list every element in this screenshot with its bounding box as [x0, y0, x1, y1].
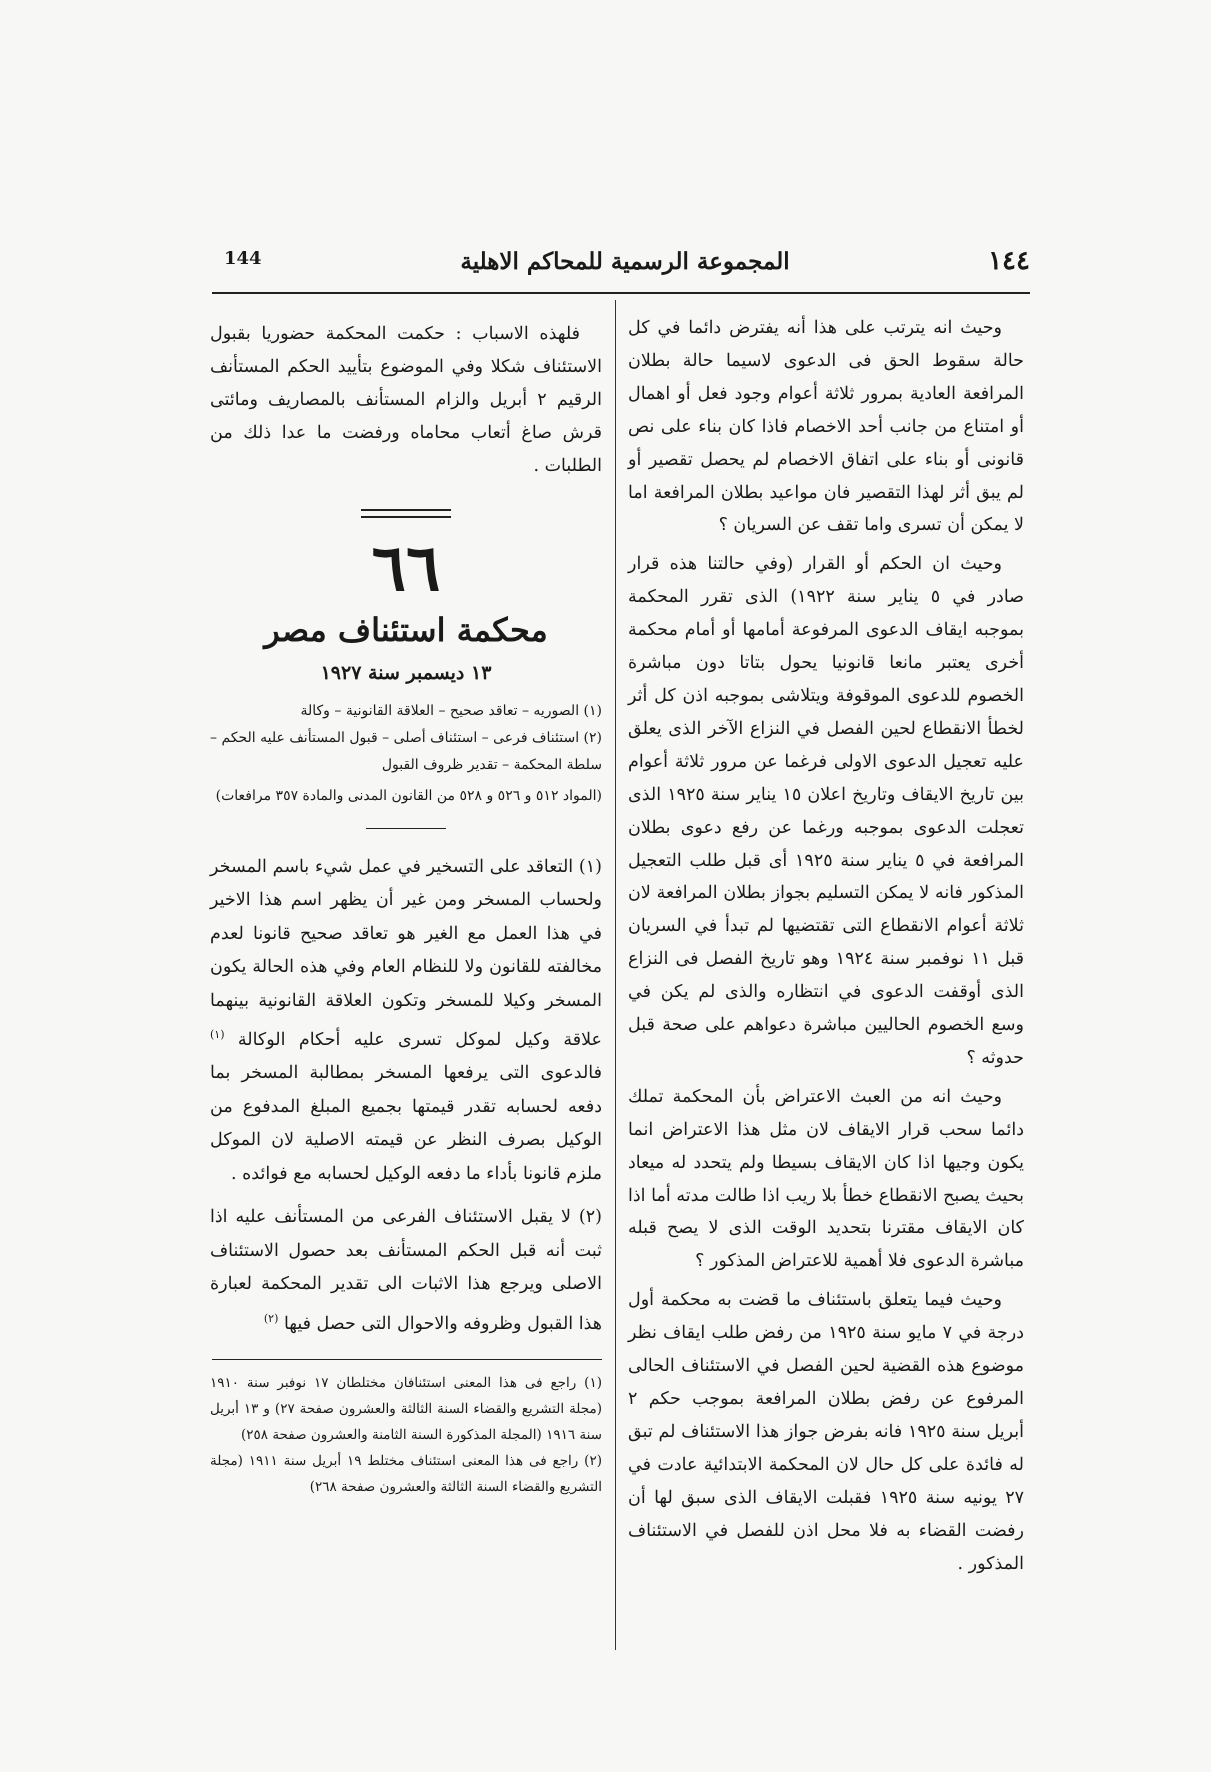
cited-articles: (المواد ٥١٢ و ٥٢٦ و ٥٢٨ من القانون المدنى والمادة ٣٥٧ مرافعات)	[215, 787, 602, 804]
page-header	[220, 246, 1030, 286]
judgment-conclusion: فلهذه الاسباب : حكمت المحكمة حضوريا بقبول الاستئناف شكلا وفي الموضوع بتأييد الحكم المستأنف الرقيم ٢ أبريل والزام المستأنف بالمصاريف ومائتى قرش صاغ أتعاب محاماه ورفضت ما عدا ذلك من الطلبات .	[210, 324, 602, 476]
decision-date: ١٣ ديسمبر سنة ١٩٢٧	[320, 661, 492, 684]
right-column	[628, 312, 1024, 1586]
paragraph: وحيث انه من العبث الاعتراض بأن المحكمة تملك دائما سحب قرار الايقاف لان مثل هذا الاعتراض انما يكون وجيها اذا كان الايقاف بسيطا ولم يتحدد له ميعاد بحيث يصبح الانقطاع خطأ بلا ريب اذا طالت مدته أما اذا كان الايقاف مقترنا بتحديد الوقت الذى لا يصح قبله مباشرة الدعوى فلا أهمية للاعتراض المذكور ؟	[628, 1086, 1024, 1272]
holding-1-continued: فالدعوى التى يرفعها المسخر بمطالبة المسخر بما دفعه لحسابه تقدر قيمتها بجميع المبلغ المدفوع من الوكيل بصرف النظر عن قيمته الاصلية لان الموكل ملزم قانونا بأداء ما دفعه الوكيل لحسابه مع فوائده .	[210, 1063, 602, 1184]
holding-1	[210, 851, 602, 1192]
paragraph: وحيث انه يترتب على هذا أنه يفترض دائما في كل حالة سقوط الحق فى الدعوى لاسيما حالة بطلان المرافعة العادية بمرور ثلاثة أعوام وجود فعل أو اهمال أو امتناع من جانب أحد الاخصام فاذا كان بناء على نص قانونى أو بناء على اتفاق الاخصام لم يحصل تقصير أو لم يبق أثر لهذا التقصير فان مواعيد بطلان المرافعة اما لا يمكن أن تسرى واما تقف عن السريان ؟	[628, 318, 1024, 536]
summary-keywords-1: (١) الصوريه – تعاقد صحيح – العلاقة القانونية – وكالة	[300, 702, 602, 719]
section-separator	[366, 828, 446, 829]
page-number-latin: 144	[224, 248, 262, 269]
court-name: محكمة استئناف مصر	[264, 610, 548, 649]
column-divider	[615, 300, 616, 1650]
page-number-arabic: ١٤٤	[988, 246, 1030, 276]
holding-2-text: (٢) لا يقبل الاستئناف الفرعى من المستأنف عليه اذا ثبت أنه قبل الحكم المستأنف بعد حصول الاستئناف الاصلى ويرجع هذا الاثبات الى تقدير المحكمة لعبارة هذا القبول وظروفه والاحوال التى حصل فيها	[210, 1207, 602, 1334]
footnote-1: (١) راجع فى هذا المعنى استئنافان مختلطان ١٧ نوفبر سنة ١٩١٠ (مجلة التشريع والقضاء السنة الثالثة والعشرون صفحة ٢٧) و ١٣ أبريل سنة ١٩١٦ (المجلة المذكورة السنة الثامنة والعشرون صفحة ٢٥٨)	[210, 1375, 602, 1444]
header-rule	[212, 292, 1030, 294]
footnote-2: (٢) راجع فى هذا المعنى استئناف مختلط ١٩ أبريل سنة ١٩١١ (مجلة التشريع والقضاء السنة الثالثة والعشرون صفحة ٢٦٨)	[210, 1453, 602, 1496]
journal-title: المجموعة الرسمية للمحاكم الاهلية	[460, 248, 790, 275]
paragraph: وحيث فيما يتعلق باستئناف ما قضت به محكمة أول درجة في ٧ مايو سنة ١٩٢٥ من رفض طلب ايقاف نظر موضوع هذه القضية لحين الفصل في الاستئناف الحالى المرفوع عن رفض بطلان المرافعة بموجب حكم ٢ أبريل سنة ١٩٢٥ فانه بفرض جواز هذا الاستئناف لم تبق له فائدة على كل حال لان المحكمة الابتدائية عادت في ٢٧ يونيه سنة ١٩٢٥ فقبلت الايقاف الذى سبق لها أن رفضت القضاء به فلا محل اذن للفصل في الاستئناف المذكور .	[628, 1290, 1025, 1574]
holding-2	[210, 1201, 602, 1341]
footnote-ref-1: (١)	[210, 1028, 225, 1042]
footnote-ref-2: (٢)	[263, 1311, 279, 1325]
double-rule	[361, 509, 451, 518]
summary-keywords-2: (٢) استئناف فرعى – استئناف أصلى – قبول المستأنف عليه الحكم – سلطة المحكمة – تقدير ظروف القبول	[210, 729, 602, 773]
footnote-separator	[212, 1359, 602, 1360]
case-number: ٦٦	[371, 530, 441, 606]
left-column	[210, 318, 602, 1500]
holding-1-text: (١) التعاقد على التسخير في عمل شيء باسم المسخر ولحساب المسخر ومن غير أن يظهر اسم هذا الاخير في هذا العمل مع الغير هو تعاقد صحيح قانونا لعدم مخالفته للقانون ولا للنظام العام وفي هذه الحالة يكون المسخر وكيلا للمسخر وتكون العلاقة القانونية بينهما علاقة وكيل لموكل تسرى عليه أحكام الوكالة	[210, 856, 602, 1050]
paragraph: وحيث ان الحكم أو القرار (وفي حالتنا هذه قرار صادر في ٥ يناير سنة ١٩٢٢) الذى تقرر المحكمة بموجبه ايقاف الدعوى المرفوعة أمامها أو أمام محكمة أخرى يعتبر مانعا قانونيا يحول بتاتا دون مباشرة الخصوم للدعوى الموقوفة ويتلاشى بموجبه اذن كل أثر لخطأ الانقطاع لحين الفصل في النزاع الآخر الذى يعلق عليه تعجيل الدعوى الاولى فرغما عن مرور ثلاثة أعوام بين تاريخ الايقاف وتاريخ اعلان ١٥ يناير سنة ١٩٢٥ الذى تعجلت الدعوى بموجبه ورغما عن رفع دعوى بطلان المرافعة في ٥ يناير سنة ١٩٢٥ أى قبل طلب التعجيل المذكور فانه لا يمكن التسليم بجواز بطلان المرافعة لان ثلاثة أعوام الانقطاع التى تقتضيها لم تبدأ في السريان قبل ١١ نوفمبر سنة ١٩٢٤ وهو تاريخ الفصل فى النزاع الذى أوقفت الدعوى في انتظاره والذى لم يكن في وسع الخصوم الحاليين مباشرة دعواهم على صحة قبل حدوثه ؟	[628, 554, 1025, 1068]
